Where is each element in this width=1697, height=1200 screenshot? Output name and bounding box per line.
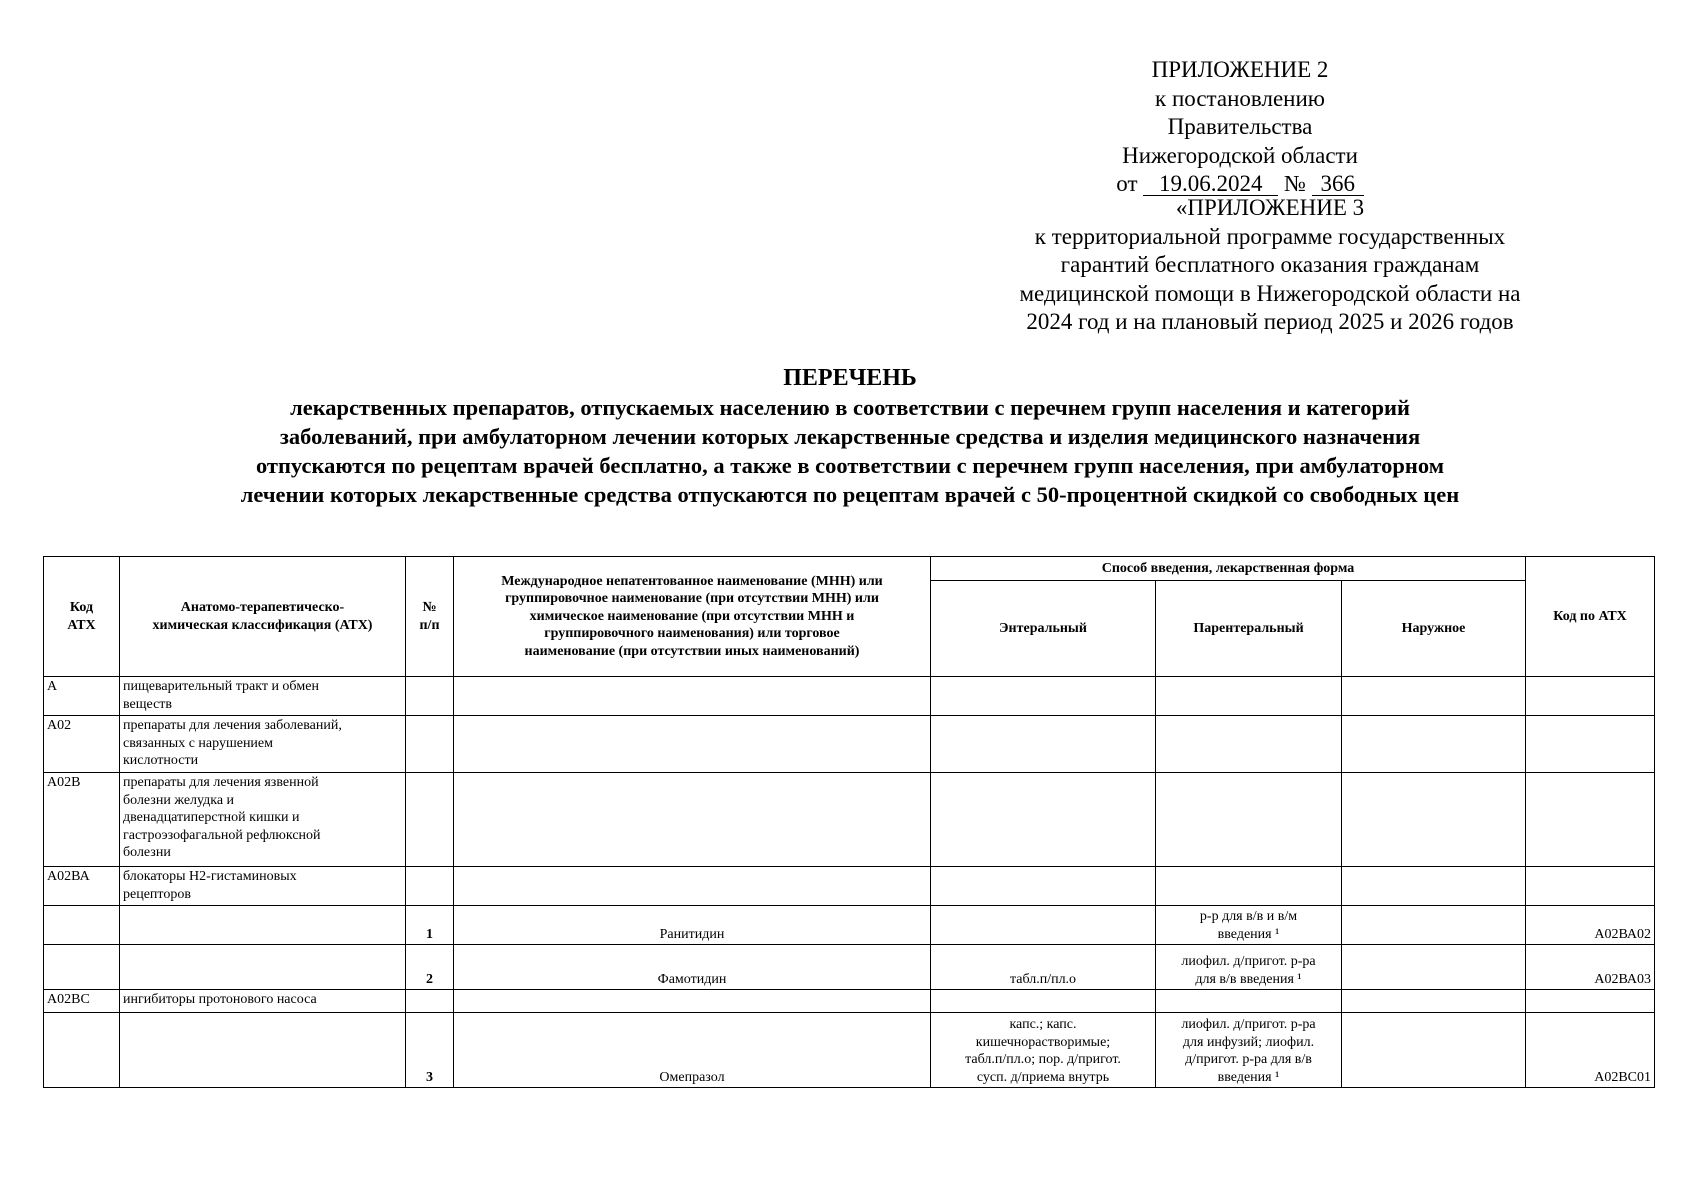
header-enteral: Энтеральный [931,581,1156,677]
table-row [44,1013,1655,1088]
appendix-2-title: ПРИЛОЖЕНИЕ 2 [1151,57,1329,82]
header-code-atx: Код АТХ [44,557,120,677]
external-cell [1342,1013,1526,1088]
enteral-cell [931,906,1156,945]
title-main: ПЕРЕЧЕНЬ [783,365,917,391]
row-number-cell: 1 [406,906,454,945]
header-classification: Анатомо-терапевтическо- химическая классификация (АТХ) [120,557,406,677]
empty-cell [931,677,1156,716]
table-row [44,773,1655,867]
table-row [44,990,1655,1013]
appendix-3-line-4: медицинской помощи в Нижегородской области на [1019,280,1521,306]
atx-code-cell [44,945,120,990]
row-number-cell: 3 [406,1013,454,1088]
title-line-4: лечении которых лекарственные средства отпускаются по рецептам врачей с 50-процентной скидкой со свободных цен [240,482,1460,507]
table-row [44,677,1655,716]
enteral-cell: капс.; капс. кишечнорастворимые; табл.п/пл.о; пор. д/пригот. сусп. д/приема внутрь [931,1013,1156,1088]
atx-code-cell: А02ВА [44,867,120,906]
decree-date: 19.06.2024 [1143,173,1278,196]
title-line-1: лекарственных препаратов, отпускаемых населению в соответствии с перечнем групп населения и категорий [290,395,1410,420]
empty-cell [1342,677,1526,716]
empty-cell [1342,773,1526,867]
empty-cell [1526,677,1655,716]
table-row [44,906,1655,945]
empty-cell [1156,677,1342,716]
empty-cell [454,677,931,716]
empty-cell [406,716,454,773]
classification-cell [120,945,406,990]
atx-code-cell: А02ВС [44,990,120,1013]
parenteral-cell: р-р для в/в и в/м введения ¹ [1156,906,1342,945]
appendix-2-region-line: Нижегородской области [1122,142,1358,168]
atx-code-cell: А02 [44,716,120,773]
header-external: Наружное [1342,581,1526,677]
empty-cell [1342,867,1526,906]
atx-code-value-cell: А02ВС01 [1526,1013,1655,1088]
empty-cell [454,716,931,773]
empty-cell [1526,990,1655,1013]
mnn-cell: Фамотидин [454,945,931,990]
empty-cell [931,773,1156,867]
empty-cell [931,716,1156,773]
classification-cell [120,1013,406,1088]
appendix-2-ref-line: к постановлению Правительства [1155,85,1325,139]
mnn-cell: Омепразол [454,1013,931,1088]
appendix-3-header [940,194,1600,337]
title-line-3: отпускаются по рецептам врачей бесплатно, а также в соответствии с перечнем групп населения, при амбулаторном [255,453,1445,478]
drug-list-table [43,556,1655,1088]
empty-cell [1156,773,1342,867]
parenteral-cell: лиофил. д/пригот. р-ра для инфузий; лиофил. д/пригот. р-ра для в/в введения ¹ [1156,1013,1342,1088]
header-number: № п/п [406,557,454,677]
empty-cell [1156,867,1342,906]
header-route-group: Способ введения, лекарственная форма [931,557,1526,581]
appendix-2-header [1080,56,1400,199]
table-row [44,945,1655,990]
table-row [44,867,1655,906]
empty-cell [454,867,931,906]
empty-cell [1342,716,1526,773]
decree-number: 366 [1312,173,1364,196]
empty-cell [454,990,931,1013]
atx-code-value-cell: А02ВА02 [1526,906,1655,945]
header-parenteral: Парентеральный [1156,581,1342,677]
header-mnn: Международное непатентованное наименование (МНН) или группировочное наименование (при отсутствии МНН) или химическое наименование (при отсутствии МНН и группировочного наименования) или торговое наименование (при отсутствии иных наименований) [454,557,931,677]
classification-cell: пищеварительный тракт и обмен веществ [120,677,406,716]
header-atx-code: Код по АТХ [1526,557,1655,677]
classification-cell: препараты для лечения язвенной болезни желудка и двенадцатиперстной кишки и гастроэзофагальной рефлюксной болезни [120,773,406,867]
empty-cell [1156,716,1342,773]
appendix-3-line-5: 2024 год и на плановый период 2025 и 2026 годов [1026,309,1514,334]
external-cell [1342,906,1526,945]
external-cell [1342,945,1526,990]
classification-cell: ингибиторы протонового насоса [120,990,406,1013]
empty-cell [931,990,1156,1013]
empty-cell [1156,990,1342,1013]
empty-cell [406,773,454,867]
empty-cell [406,677,454,716]
empty-cell [1526,773,1655,867]
empty-cell [406,867,454,906]
empty-cell [406,990,454,1013]
atx-code-cell: А [44,677,120,716]
appendix-3-line-3: гарантий бесплатного оказания гражданам [1060,252,1480,277]
number-label: № [1284,171,1306,196]
atx-code-value-cell: А02ВА03 [1526,945,1655,990]
title-line-2: заболеваний, при амбулаторном лечении которых лекарственные средства и изделия медицинского назначения [279,424,1421,449]
atx-code-cell: А02В [44,773,120,867]
parenteral-cell: лиофил. д/пригот. р-ра для в/в введения ¹ [1156,945,1342,990]
atx-code-cell [44,1013,120,1088]
mnn-cell: Ранитидин [454,906,931,945]
appendix-3-title: «ПРИЛОЖЕНИЕ 3 [1175,195,1365,220]
row-number-cell: 2 [406,945,454,990]
empty-cell [1526,867,1655,906]
empty-cell [454,773,931,867]
empty-cell [1342,990,1526,1013]
table-row [44,716,1655,773]
from-label: от [1116,171,1138,196]
empty-cell [931,867,1156,906]
document-title [60,364,1640,509]
empty-cell [1526,716,1655,773]
appendix-3-line-2: к территориальной программе государственных [1034,223,1506,249]
classification-cell: препараты для лечения заболеваний, связанных с нарушением кислотности [120,716,406,773]
classification-cell: блокаторы Н2-гистаминовых рецепторов [120,867,406,906]
enteral-cell: табл.п/пл.о [931,945,1156,990]
atx-code-cell [44,906,120,945]
classification-cell [120,906,406,945]
